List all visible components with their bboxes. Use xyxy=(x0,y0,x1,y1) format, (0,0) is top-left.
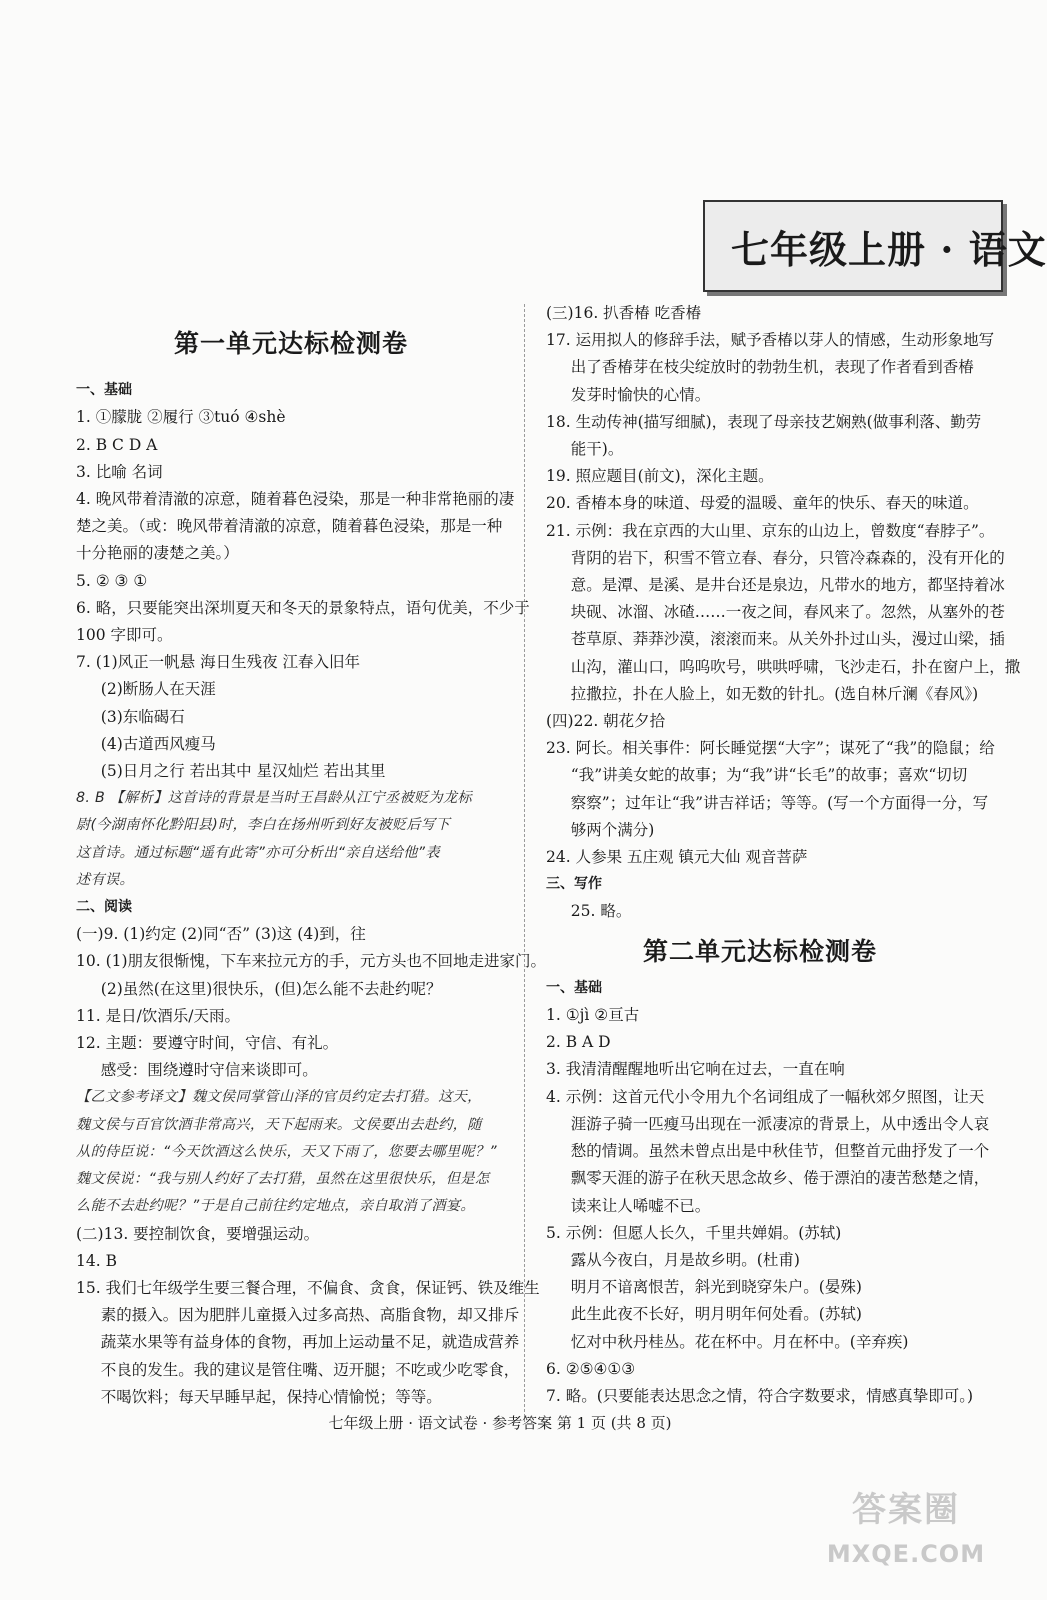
answer-line: 2. B A D xyxy=(546,1033,611,1052)
answer-line: 能干)。 xyxy=(570,440,624,459)
right-column xyxy=(546,300,1021,1410)
answer-line: 14. B xyxy=(76,1251,117,1270)
answer-line: 蔬菜水果等有益身体的食物，再加上运动量不足，就造成营养 xyxy=(100,1333,520,1352)
answer-line: 6. 略，只要能突出深圳夏天和冬天的景象特点，语句优美，不少于 xyxy=(76,598,530,617)
answer-line: 不良的发生。我的建议是管住嘴、迈开腿；不吃或少吃零食， xyxy=(100,1360,520,1379)
watermark-url: MXQE.COM xyxy=(826,1540,986,1568)
watermark-logo-text: 答案圈 xyxy=(852,1490,960,1530)
section-heading: 一、基础 xyxy=(76,382,132,399)
answer-line: 感受：围绕遵时守信来谈即可。 xyxy=(100,1061,318,1080)
answer-line: (二)13. 要控制饮食，要增强运动。 xyxy=(76,1224,320,1243)
answer-line: 6. ②⑤④①③ xyxy=(546,1359,636,1378)
answer-line: 察察”；过年让“我”讲吉祥话；等等。(写一个方面得一分，写 xyxy=(570,793,989,812)
answer-line: 8. B 【解析】这首诗的背景是当时王昌龄从江宁丞被贬为龙标 xyxy=(76,790,472,807)
answer-line: 19. 照应题目(前文)，深化主题。 xyxy=(546,467,774,486)
answer-line: 【乙文参考译文】魏文侯同掌管山泽的官员约定去打猎。这天， xyxy=(76,1089,482,1106)
section-heading: 三、写作 xyxy=(546,876,602,893)
grade-subject-banner xyxy=(703,200,1047,292)
unit-one-title: 第一单元达标检测卷 xyxy=(173,329,408,358)
answer-line: 背阴的岩下，积雪不管立春、春分，只管冷森森的，没有开化的 xyxy=(570,548,1005,567)
answer-line: (2)断肠人在天涯 xyxy=(100,680,216,699)
answer-line: 1. ①jì ②亘古 xyxy=(546,1006,640,1025)
answer-line: (4)古道西风瘦马 xyxy=(100,734,216,753)
answer-line: (3)东临碣石 xyxy=(100,707,185,726)
answer-line: 山沟，灌山口，呜呜吹号，哄哄呼啸，飞沙走石，扑在窗户上，撒 xyxy=(570,657,1021,676)
answer-line: 读来让人唏嘘不已。 xyxy=(570,1196,711,1215)
answer-line: 20. 香椿本身的味道、母爱的温暖、童年的快乐、春天的味道。 xyxy=(546,494,979,513)
answer-line: 尉(今湖南怀化黔阳县)时，李白在扬州听到好友被贬后写下 xyxy=(76,817,450,834)
answer-line: 1. ①朦胧 ②履行 ③tuó ④shè xyxy=(76,408,286,427)
answer-line: 飘零天涯的游子在秋天思念故乡、倦于漂泊的凄苦愁楚之情， xyxy=(570,1169,990,1188)
banner-title: 七年级上册 · 语文 xyxy=(731,226,1047,272)
answer-line: 楚之美。（或：晚风带着清澈的凉意，随着暮色浸染，那是一种 xyxy=(76,517,503,536)
answer-line: 涯游子骑一匹瘦马出现在一派凄凉的背景上，从中透出令人哀 xyxy=(570,1114,990,1133)
answer-line: 明月不谙离恨苦，斜光到晓穿朱户。(晏殊) xyxy=(570,1278,862,1297)
unit-two-answers xyxy=(546,975,990,1410)
answer-line: 拉撒拉，扑在人脸上，如无数的针扎。(选自林斤澜《春风》) xyxy=(570,684,979,703)
answer-line: 不喝饮料；每天早睡早起，保持心情愉悦；等等。 xyxy=(100,1387,442,1406)
section-heading: 二、阅读 xyxy=(76,899,132,916)
answer-line: 4. 示例：这首元代小令用九个名词组成了一幅秋郊夕照图，让天 xyxy=(546,1087,985,1106)
answer-line: 21. 示例：我在京西的大山里、京东的山边上，曾数度“春脖子”。 xyxy=(546,521,995,540)
answer-line: 这首诗。通过标题“遥有此寄”亦可分析出“亲自送给他”表 xyxy=(76,844,440,861)
answer-line: “我”讲美女蛇的故事；为“我”讲“长毛”的故事；喜欢“切切 xyxy=(570,766,968,785)
answer-line: 10. (1)朋友很惭愧，下车来拉元方的手，元方头也不回地走进家门。 xyxy=(76,952,547,971)
unit-one-answers xyxy=(76,377,547,1411)
answer-line: 2. B C D A xyxy=(76,435,158,454)
answer-line: 苍草原、莽莽沙漠，滚滚而来。从关外扑过山头，漫过山梁，插 xyxy=(570,630,1005,649)
answer-line: 4. 晚风带着清澈的凉意，随着暮色浸染，那是一种非常艳丽的凄 xyxy=(76,490,515,509)
answer-line: (2)虽然(在这里)很快乐，(但)怎么能不去赴约呢？ xyxy=(100,979,442,998)
answer-line: 12. 主题：要遵守时间，守信、有礼。 xyxy=(76,1034,339,1053)
answer-line: (5)日月之行 若出其中 星汉灿烂 若出其里 xyxy=(100,762,386,781)
answer-line: 15. 我们七年级学生要三餐合理，不偏食、贪食，保证钙、铁及维生 xyxy=(76,1278,540,1297)
answer-line: 5. ② ③ ① xyxy=(76,571,148,590)
answer-line: 7. (1)风正一帆悬 海日生残夜 江春入旧年 xyxy=(76,653,361,672)
section-heading: 一、基础 xyxy=(546,979,602,996)
answer-line: 露从今夜白，月是故乡明。(杜甫) xyxy=(570,1250,800,1269)
answer-line: 发芽时愉快的心情。 xyxy=(570,385,711,404)
answer-line: (四)22. 朝花夕拾 xyxy=(546,712,666,731)
answer-line: 意。是潭、是溪、是井台还是泉边，凡带水的地方，都坚持着冰 xyxy=(570,576,1005,595)
answer-line: 素的摄入。因为肥胖儿童摄入过多高热、高脂食物，却又排斥 xyxy=(100,1306,520,1325)
footer-text: 七年级上册 · 语文试卷 · 参考答案 第 1 页 (共 8 页) xyxy=(328,1414,672,1432)
answer-line: (三)16. 扒香椿 吃香椿 xyxy=(546,304,702,322)
answer-line: 11. 是日/饮酒乐/天雨。 xyxy=(76,1006,241,1025)
answer-line: 十分艳丽的凄楚之美。） xyxy=(76,544,239,563)
answer-line: 此生此夜不长好，明月明年何处看。(苏轼) xyxy=(570,1305,862,1324)
answer-line: 忆对中秋丹桂丛。花在杯中。月在杯中。(辛弃疾) xyxy=(570,1332,909,1351)
answer-line: 愁的情调。虽然未曾点出是中秋佳节，但整首元曲抒发了一个 xyxy=(570,1142,990,1161)
answer-line: 魏文侯与百官饮酒非常高兴，天下起雨来。文侯要出去赴约，随 xyxy=(76,1116,482,1133)
answer-line: 3. 我清清醒醒地听出它响在过去，一直在响 xyxy=(546,1060,845,1079)
unit-one-answers-continued xyxy=(546,300,1021,926)
answer-line: 述有误。 xyxy=(76,871,134,888)
answer-line: 24. 人参果 五庄观 镇元大仙 观音菩萨 xyxy=(546,848,808,867)
site-watermark xyxy=(826,1488,986,1580)
answer-line: 100 字即可。 xyxy=(76,626,173,645)
answer-line: 块砚、冰溜、冰碴……一夜之间，春风来了。忽然，从塞外的苍 xyxy=(570,603,1005,622)
answer-line: 出了香椿芽在枝尖绽放时的勃勃生机，表现了作者看到香椿 xyxy=(570,358,974,377)
answer-line: 18. 生动传神(描写细腻)，表现了母亲技艺娴熟(做事利落、勤劳 xyxy=(546,412,982,431)
answer-line: 3. 比喻 名词 xyxy=(76,462,163,481)
column-divider xyxy=(524,304,525,1422)
answer-line: (一)9. (1)约定 (2)同“否” (3)这 (4)到，往 xyxy=(76,925,366,944)
unit-two-title: 第二单元达标检测卷 xyxy=(642,936,877,966)
answer-line: 17. 运用拟人的修辞手法，赋予香椿以芽人的情感，生动形象地写 xyxy=(546,331,995,350)
answer-line: 够两个满分) xyxy=(570,820,655,839)
page-footer xyxy=(0,1412,1000,1433)
answer-line: 25. 略。 xyxy=(570,902,632,921)
answer-line: 魏文侯说：“我与别人约好了去打猎，虽然在这里很快乐，但是怎 xyxy=(76,1171,490,1188)
answer-line: 么能不去赴约呢？”于是自己前往约定地点，亲自取消了酒宴。 xyxy=(76,1198,475,1215)
answer-line: 5. 示例：但愿人长久，千里共婵娟。(苏轼) xyxy=(546,1223,842,1242)
answer-line: 7. 略。(只要能表达思念之情，符合字数要求，情感真挚即可。) xyxy=(546,1386,974,1405)
left-column xyxy=(76,300,547,1411)
answer-line: 23. 阿长。相关事件：阿长睡觉摆“大字”；谋死了“我”的隐鼠；给 xyxy=(546,739,995,758)
answer-line: 从的侍臣说：“今天饮酒这么快乐，天又下雨了，您要去哪里呢？” xyxy=(76,1143,497,1160)
